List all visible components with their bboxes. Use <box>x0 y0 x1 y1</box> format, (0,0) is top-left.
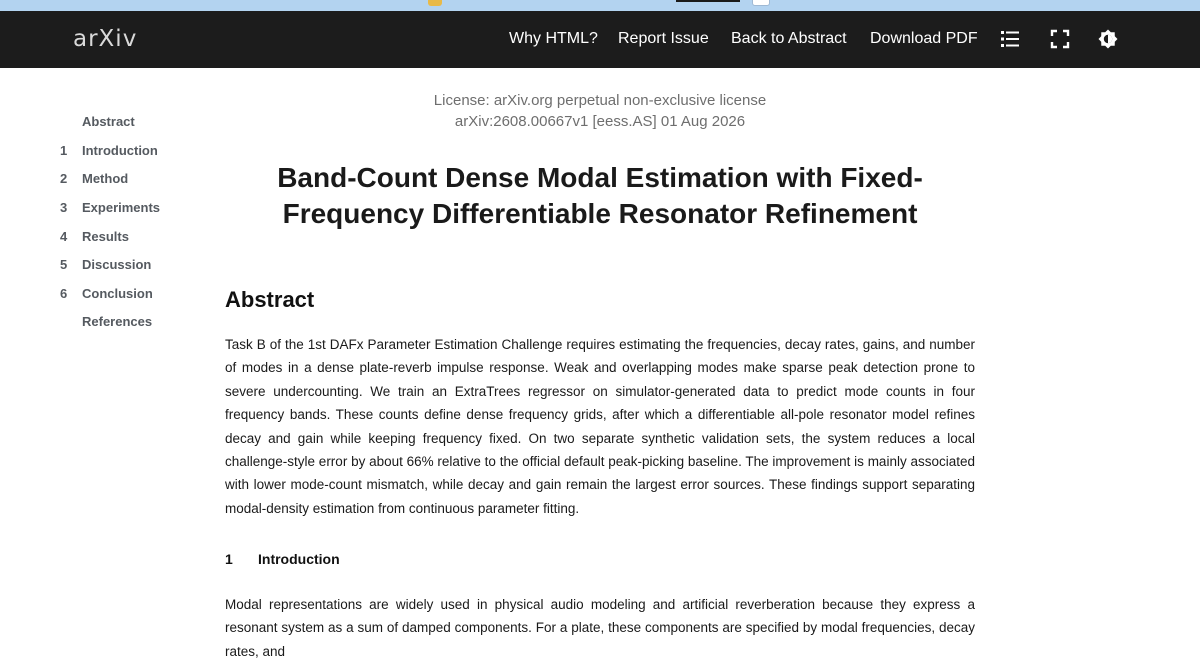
abstract-heading: Abstract <box>225 287 315 312</box>
fullscreen-icon[interactable] <box>1050 29 1070 49</box>
section-title-introduction: Introduction <box>258 551 340 567</box>
introduction-text: Modal representations are widely used in physical audio modeling and artificial reverberation because they express a resonant system as a sum of damped components. For a plate, these components are specified by modal frequencies, decay rates, and <box>225 597 975 659</box>
license-line: License: arXiv.org perpetual non-exclusive license <box>433 92 767 109</box>
why-html-link[interactable]: Why HTML? <box>509 30 598 47</box>
toc-number: 5 <box>60 257 68 272</box>
list-icon[interactable] <box>1000 29 1020 49</box>
top-banner <box>0 0 1200 11</box>
arxiv-logo-text: arXiv <box>73 26 138 52</box>
toc-number: 4 <box>60 229 68 244</box>
section-number: 1 <box>225 551 233 567</box>
site-header <box>0 11 1200 68</box>
toc-item-discussion[interactable] <box>0 257 200 275</box>
report-issue-link[interactable]: Report Issue <box>618 30 709 47</box>
toc-label: Abstract <box>82 114 135 129</box>
arxiv-logo[interactable] <box>73 26 143 56</box>
theme-toggle-icon[interactable] <box>1098 29 1118 49</box>
toc-item-results[interactable] <box>0 229 200 247</box>
toc-item-method[interactable] <box>0 171 200 189</box>
toc-number: 2 <box>60 171 68 186</box>
banner-close-button[interactable] <box>752 0 770 6</box>
back-to-abstract-link[interactable]: Back to Abstract <box>731 30 847 47</box>
toc-item-abstract[interactable] <box>0 114 200 132</box>
toc-label: References <box>82 314 153 329</box>
toc-item-references[interactable] <box>0 314 200 332</box>
toc-number: 6 <box>60 286 68 301</box>
toc-item-introduction[interactable] <box>0 143 200 161</box>
toc-label: Conclusion <box>82 286 153 301</box>
toc-number: 1 <box>60 143 68 158</box>
toc-label: Discussion <box>82 257 152 272</box>
toc-number: 3 <box>60 200 68 215</box>
banner-emoji-icon <box>428 0 442 6</box>
toc-label: Method <box>82 171 129 186</box>
paper-title: Band-Count Dense Modal Estimation with Fixed-Frequency Differentiable Resonator Refinement <box>277 162 923 229</box>
download-pdf-link[interactable]: Download PDF <box>870 30 978 47</box>
abstract-text: Task B of the 1st DAFx Parameter Estimation Challenge requires estimating the frequencies, decay rates, gains, and number of modes in a dense plate-reverb impulse response. Weak and overlapping modes make sparse peak detection prone to severe undercounting. We train an ExtraTrees regressor on simulator-generated data to predict mode counts in four frequency bands. These counts define dense frequency grids, after which a differentiable all-pole resonator model refines decay and gain while keeping frequency fixed. On two separate synthetic validation sets, the system reduces a local challenge-style error by about 66% relative to the official default peak-picking baseline. The improvement is mainly associated with lower mode-count mismatch, while decay and gain remain the largest error sources. These findings support separating modal-density estimation from continuous parameter fitting. <box>225 337 975 516</box>
banner-link[interactable] <box>676 0 740 2</box>
toc-label: Introduction <box>82 143 158 158</box>
toc-item-conclusion[interactable] <box>0 286 200 304</box>
arxiv-id-line: arXiv:2608.00667v1 [eess.AS] 01 Aug 2026 <box>454 113 746 130</box>
toc-label: Experiments <box>82 200 161 215</box>
toc-item-experiments[interactable] <box>0 200 200 218</box>
toc-label: Results <box>82 229 129 244</box>
